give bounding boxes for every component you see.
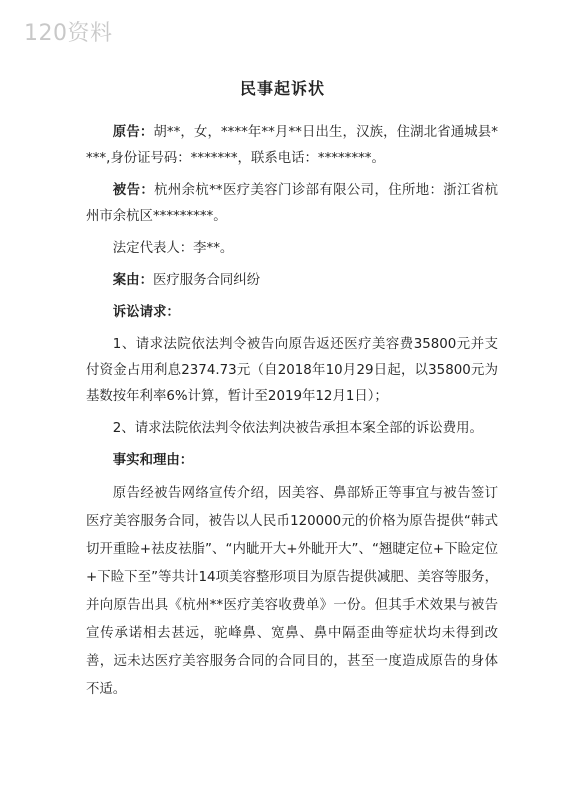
legal-representative: 法定代表人：李**。	[112, 241, 234, 256]
defendant-text: 杭州余杭**医疗美容门诊部有限公司，住所地：浙江省杭州市余杭区*********。	[86, 183, 498, 224]
facts-text: 原告经被告网络宣传介绍，因美容、鼻部矫正等事宜与被告签订医疗美容服务合同，被告以人民币120000元的价格为原告提供“韩式切开重睑+祛皮祛脂”、“内眦开大+外眦开大”、“翘睫定位+下睑定位+下睑下至”等共计14项美容整形项目为原告提供减肥、美容等服务，并向原告出具《杭州**医疗美容收费单》一份。但其手术效果与被告宣传承诺相去甚远，驼峰鼻、宽鼻、鼻中隔歪曲等症状均未得到改善，远未达医疗美容服务合同的合同目的，甚至一度造成原告的身体不适。	[86, 486, 498, 697]
cause-paragraph	[86, 268, 498, 294]
cause-label: 案由：	[112, 273, 153, 288]
watermark: 120资料	[24, 21, 113, 46]
claims-heading: 诉讼请求：	[112, 305, 180, 320]
cause-text: 医疗服务合同纠纷	[152, 273, 261, 288]
document-body	[86, 120, 498, 704]
plaintiff-label: 原告：	[112, 125, 154, 140]
defendant-label: 被告：	[112, 183, 155, 198]
plaintiff-text: 胡**，女，****年**月**日出生，汉族，住湖北省通城县****,身份证号码：*******，联系电话：********。	[86, 125, 499, 166]
defendant-paragraph	[86, 178, 498, 230]
facts-heading: 事实和理由：	[112, 453, 194, 468]
document-title: 民事起诉状	[239, 79, 325, 98]
claim-item: 2、请求法院依法判令依法判决被告承担本案全部的诉讼费用。	[112, 421, 483, 436]
claim-item: 1、请求法院依法判令被告向原告返还医疗美容费35800元并支付资金占用利息2374.73元（自2018年10月29日起，以35800元为基数按年利率6%计算，暂计至2019年12月1日）；	[86, 337, 498, 404]
plaintiff-paragraph	[86, 120, 498, 172]
